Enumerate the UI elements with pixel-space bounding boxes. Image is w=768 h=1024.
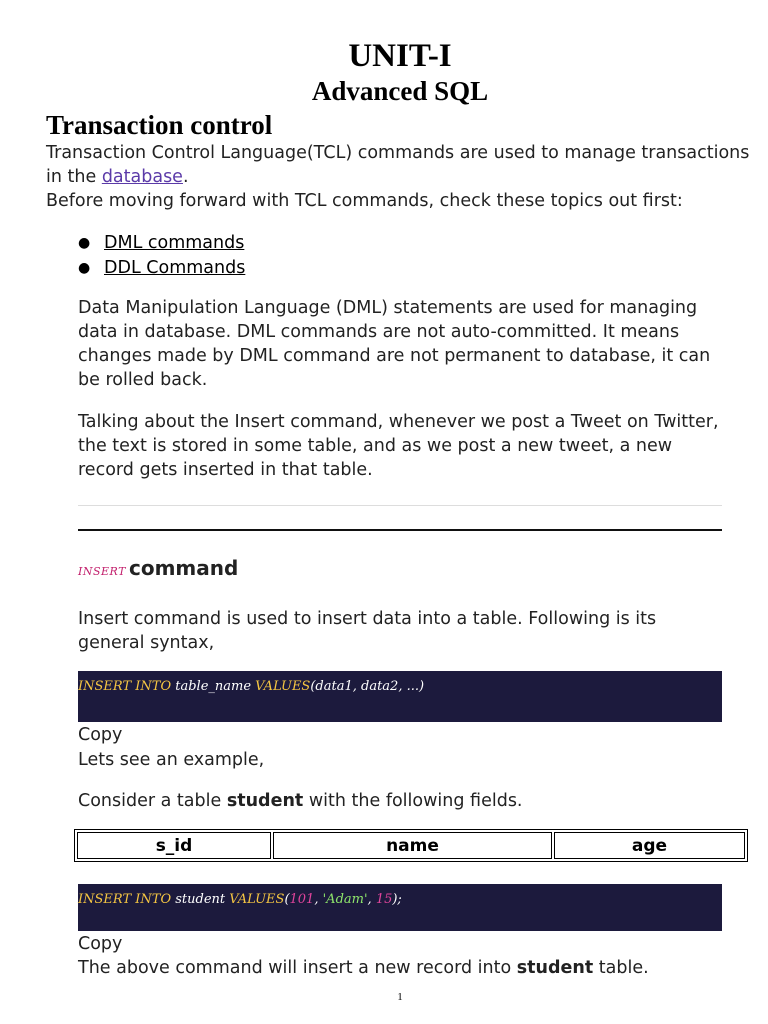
bullet-icon: ●: [78, 259, 91, 276]
divider-thin: [78, 505, 722, 506]
consider-text: Consider a table student with the following fields.: [78, 791, 523, 811]
database-link[interactable]: database: [101, 167, 183, 187]
list-item: [78, 256, 245, 281]
insert-example-paragraph: Talking about the Insert command, whenever we post a Tweet on Twitter, the text is stored in some table, and as we post a new tweet, a new record gets inserted in that table.: [78, 412, 719, 480]
copy-button[interactable]: Copy: [78, 725, 123, 745]
prerequisite-list: [78, 231, 245, 280]
example-intro: Lets see an example,: [78, 750, 265, 770]
subject-title: Advanced SQL: [311, 76, 489, 106]
insert-description: Insert command is used to insert data into a table. Following is its general syntax,: [78, 609, 657, 653]
bullet-icon: ●: [78, 235, 91, 251]
example-code-block: INSERT INTO student VALUES(101, 'Adam', 15);: [78, 884, 722, 931]
prerequisite-note: Before moving forward with TCL commands, check these topics out first:: [46, 191, 683, 211]
syntax-code-block: INSERT INTO table_name VALUES(data1, data2, ...): [78, 671, 722, 722]
column-header: age: [554, 832, 745, 859]
unit-title: UNIT-I: [348, 38, 452, 74]
list-item: [78, 231, 245, 256]
column-header: name: [273, 832, 552, 859]
insert-keyword: INSERT: [78, 565, 126, 578]
divider-thick: [78, 529, 722, 531]
insert-command-heading: [78, 556, 238, 580]
ddl-commands-link[interactable]: DDL Commands: [104, 257, 246, 278]
column-header: s_id: [77, 832, 271, 859]
dml-commands-link[interactable]: DML commands: [104, 233, 245, 253]
section-heading: Transaction control: [46, 110, 273, 140]
result-text: The above command will insert a new record into student table.: [78, 958, 649, 978]
page-number: 1: [397, 991, 403, 1003]
command-word: command: [128, 556, 239, 580]
intro-paragraph: Transaction Control Language(TCL) commands are used to manage transactions in the database.: [46, 143, 750, 187]
dml-paragraph: Data Manipulation Language (DML) statements are used for managing data in database. DML commands are not auto-committed. It means changes made by DML command are not permanent to database, it can be rolled back.: [78, 298, 711, 390]
copy-button[interactable]: Copy: [78, 934, 123, 954]
student-fields-table: [74, 829, 748, 862]
